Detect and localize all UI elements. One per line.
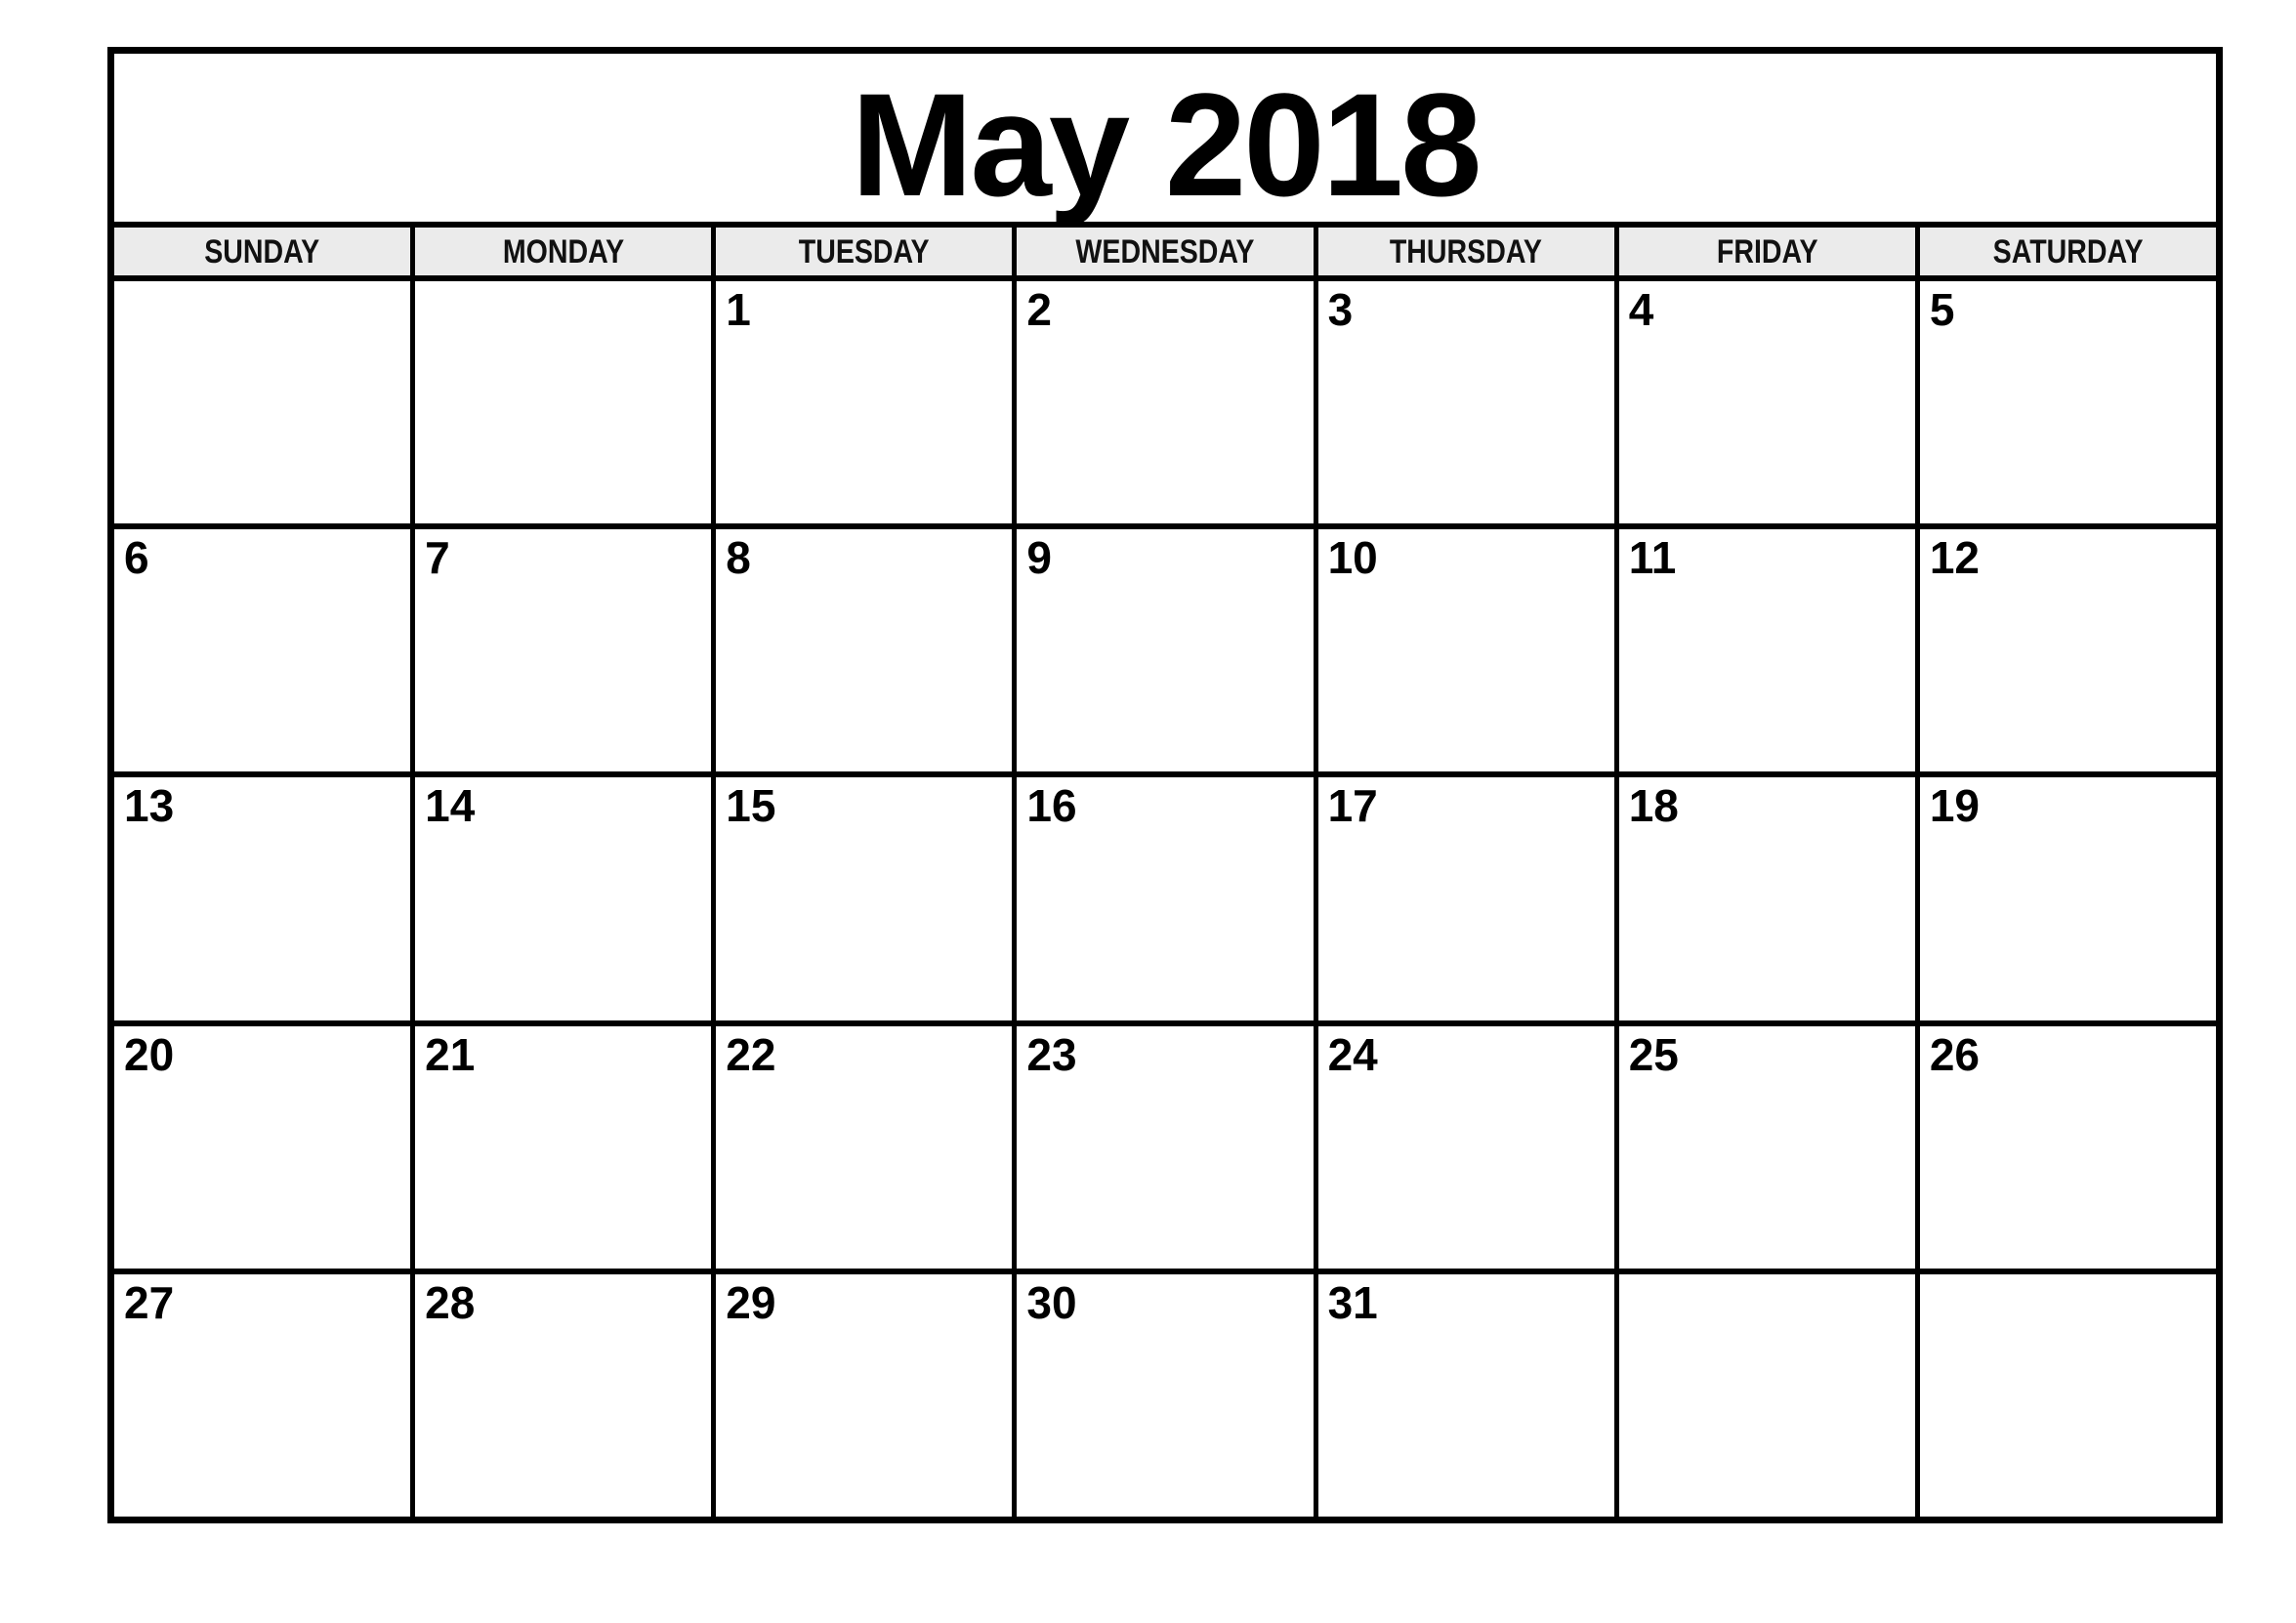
- day-cell: [1619, 1026, 1915, 1269]
- weekday-label: FRIDAY: [1716, 232, 1818, 270]
- day-number: 21: [425, 1028, 476, 1080]
- day-cell: [716, 281, 1012, 523]
- day-number: 7: [425, 532, 450, 584]
- day-number: 31: [1327, 1276, 1378, 1328]
- weekday-label: THURSDAY: [1390, 232, 1543, 270]
- day-cell: [1017, 281, 1313, 523]
- day-number: 3: [1327, 284, 1354, 335]
- day-number: 23: [1026, 1028, 1077, 1080]
- day-cell: [1318, 281, 1614, 523]
- weekday-header-saturday: [1920, 228, 2216, 275]
- day-cell: [1920, 281, 2216, 523]
- day-cell: [415, 529, 711, 771]
- day-cell: [1318, 777, 1614, 1020]
- day-cell: [1619, 281, 1915, 523]
- day-grid: [114, 281, 2216, 1517]
- day-cell: [1920, 529, 2216, 771]
- day-number: 30: [1026, 1276, 1077, 1328]
- day-number: 2: [1026, 284, 1053, 335]
- day-number: 15: [726, 780, 776, 832]
- day-number: 12: [1929, 532, 1981, 584]
- title-bar: [114, 54, 2216, 227]
- day-cell: [415, 777, 711, 1020]
- day-number: 9: [1026, 532, 1053, 584]
- day-cell: [1318, 529, 1614, 771]
- day-cell: [415, 1274, 711, 1517]
- day-cell: [114, 529, 410, 771]
- day-cell: [1920, 1026, 2216, 1269]
- weekday-header-friday: [1619, 228, 1915, 275]
- day-cell: [1920, 777, 2216, 1020]
- day-number: 10: [1327, 532, 1378, 584]
- day-number: 18: [1628, 780, 1679, 832]
- weekday-label: MONDAY: [502, 232, 624, 270]
- day-number: 13: [124, 780, 175, 832]
- weekday-label: TUESDAY: [798, 232, 930, 270]
- day-cell: [716, 1274, 1012, 1517]
- day-cell: [716, 1026, 1012, 1269]
- day-number: 29: [726, 1276, 776, 1328]
- day-number: 11: [1628, 532, 1677, 584]
- weekday-header-row: [114, 228, 2216, 275]
- calendar: [107, 47, 2223, 1523]
- day-number: 27: [124, 1276, 175, 1328]
- day-number: 25: [1628, 1028, 1679, 1080]
- day-number: 24: [1327, 1028, 1378, 1080]
- day-number: 5: [1929, 284, 1955, 335]
- empty-day-cell: [1619, 1274, 1915, 1517]
- day-cell: [114, 1026, 410, 1269]
- day-cell: [1017, 777, 1313, 1020]
- day-cell: [114, 777, 410, 1020]
- month-title: May 2018: [851, 62, 1480, 227]
- empty-day-cell: [415, 281, 711, 523]
- day-number: 8: [726, 532, 751, 584]
- day-cell: [114, 1274, 410, 1517]
- day-cell: [1619, 529, 1915, 771]
- weekday-label: SATURDAY: [1992, 232, 2144, 270]
- day-number: 1: [726, 284, 751, 335]
- empty-day-cell: [1920, 1274, 2216, 1517]
- day-cell: [1017, 529, 1313, 771]
- weekday-header-thursday: [1318, 228, 1614, 275]
- weekday-label: SUNDAY: [204, 232, 320, 270]
- day-number: 6: [124, 532, 149, 584]
- weekday-header-wednesday: [1017, 228, 1313, 275]
- empty-day-cell: [114, 281, 410, 523]
- day-number: 28: [425, 1276, 476, 1328]
- day-cell: [1017, 1026, 1313, 1269]
- weekday-header-sunday: [114, 228, 410, 275]
- day-number: 20: [124, 1028, 175, 1080]
- day-cell: [1318, 1274, 1614, 1517]
- day-number: 26: [1929, 1028, 1981, 1080]
- weekday-header-tuesday: [716, 228, 1012, 275]
- day-cell: [415, 1026, 711, 1269]
- day-number: 16: [1026, 780, 1077, 832]
- day-cell: [1619, 777, 1915, 1020]
- day-cell: [1318, 1026, 1614, 1269]
- weekday-label: WEDNESDAY: [1075, 232, 1255, 270]
- weekday-header-monday: [415, 228, 711, 275]
- day-number: 4: [1628, 284, 1654, 335]
- day-number: 17: [1327, 780, 1378, 832]
- day-number: 19: [1929, 780, 1981, 832]
- day-number: 14: [425, 780, 476, 832]
- day-number: 22: [726, 1028, 776, 1080]
- day-cell: [1017, 1274, 1313, 1517]
- day-cell: [716, 529, 1012, 771]
- day-cell: [716, 777, 1012, 1020]
